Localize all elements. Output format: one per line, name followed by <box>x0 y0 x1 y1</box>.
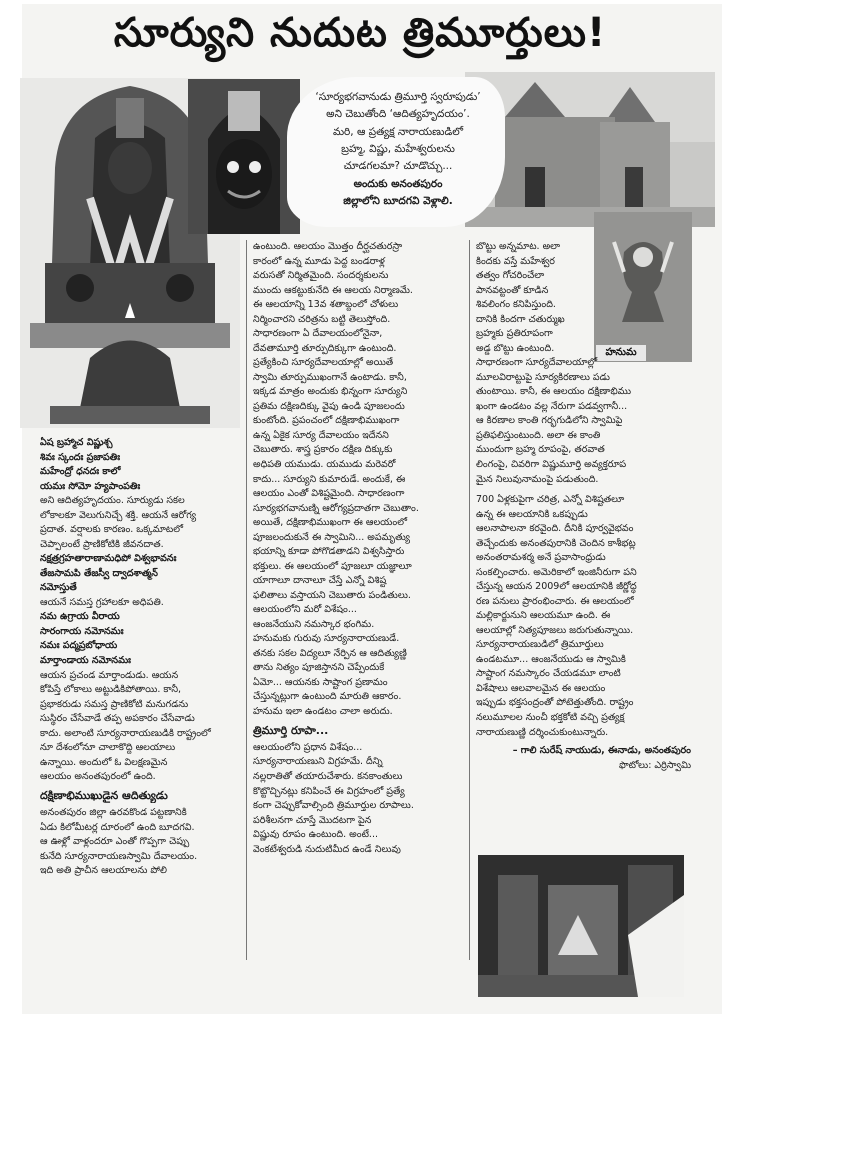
body-line: ఇక్కడ మాత్రం అందుకు భిన్నంగా సూర్యుని <box>253 386 408 398</box>
body-line: ఆంజనేయుని నమస్కార భంగిమ. <box>253 618 375 630</box>
body-line: అని ఆదిత్యహృదయం. సూర్యుడు సకల <box>40 495 185 507</box>
verse-line: ఏష బ్రహ్మాచ విష్ణుశ్చ <box>40 437 113 448</box>
caption-line: మరి, ఆ ప్రత్యక్ష నారాయణుడిలో <box>332 125 464 138</box>
body-line: వెంకటేశ్వరుడి నుదుటిమీద ఉండే నిలువు <box>253 843 401 855</box>
body-line: హనుమకు గురువు సూర్యనారాయణుడే. <box>253 633 400 645</box>
body-line: ఉండటమూ... ఆంజనేయుడు ఆ స్వామికి <box>476 653 626 665</box>
byline: – గాలి సురేష్ నాయుడు, ఈనాడు, అనంతపురం <box>512 745 691 757</box>
column-2 <box>253 240 463 857</box>
body-line: సంకల్పించారు. అమెరికాలో ఇంజినీరుగా పని <box>476 566 637 578</box>
body-line: తుంటాయి. కానీ, ఈ ఆలయం దక్షిణాభిము <box>476 386 632 398</box>
body-line: కొట్టొచ్చినట్లు కనిపించే ఈ విగ్రహంలో ప్రత్యే <box>253 785 405 797</box>
body-line: నారాయణుణ్ణి దర్శించుకుంటున్నారు. <box>476 726 609 738</box>
body-line: ఉన్న ఏకైక సూర్య దేవాలయం ఇదేనని <box>253 429 389 441</box>
body-line: చెప్పాలంటే ప్రాణికోటికి జీవనదాత. <box>40 538 164 550</box>
body-line: మల్లికార్జునుని ఆలయమూ ఉంది. ఈ <box>476 610 611 622</box>
body-line: ఉన్నాయి. అందులో ఓ విలక్షణమైన <box>40 756 168 768</box>
body-line: నల్లరాతితో తయారుచేశారు. కనకాంతులు <box>253 770 403 782</box>
body-line: అనంతపురం జిల్లా ఉరవకొండ పట్టణానికి <box>40 807 187 819</box>
body-line: బొట్టు అన్నమాట. అలా <box>476 241 561 252</box>
body-line: మైన నిలువునామంపై పడుతుంది. <box>476 473 599 485</box>
body-line: దానికి కిందగా చతుర్ముఖ <box>476 313 565 325</box>
body-line: అడ్డ బొట్టు ఉంటుంది. <box>476 342 555 354</box>
body-line: చెబుతారు. శాస్త్ర ప్రకారం దక్షిణ దిక్కుకు <box>253 444 393 456</box>
body-line: ప్రదాత. వర్షాలకు కారణం. ఒక్కమాటలో <box>40 524 183 536</box>
body-line: కోపిస్తే లోకాలు అట్టుడికిపోతాయి. కానీ, <box>40 684 182 696</box>
body-line: నిర్మించారని చరిత్రను బట్టి తెలుస్తోంది. <box>253 313 391 325</box>
body-line: 700 ఏళ్లకుపైగా చరిత్ర, ఎన్నో విశిష్టతలూ <box>476 494 625 506</box>
body-line: శివలింగం కనిపిస్తుంది. <box>476 299 556 311</box>
caption-line: అని చెబుతోంది ‘ఆదిత్యహృదయం’. <box>326 108 470 121</box>
body-line: చేస్తున్న ఆయన 2009లో ఆలయానికి జీర్ణోద్ధ <box>476 581 637 593</box>
body-line: ప్రభాకరుడు సమస్త ప్రాణికోటి మనుగడను <box>40 698 189 710</box>
body-line: ఆలయం ఎంతో విశిష్టమైంది. సాధారణంగా <box>253 488 405 500</box>
body-line: ప్రతిఫలిస్తుంటుంది. అలా ఈ కాంతి <box>476 429 601 441</box>
body-line: నలుమూలల నుంచీ భక్తకోటి వచ్చి ప్రత్యక్ష <box>476 712 625 723</box>
caption-line: ‘సూర్యభగవానుడు త్రిమూర్తి స్వరూపుడు’ <box>315 91 481 103</box>
column-divider <box>246 240 247 960</box>
body-line: ఏమో... ఆయనకు సాష్టాంగ ప్రణామం <box>253 676 388 688</box>
body-line: తాను నిత్యం పూజిస్తానని చెప్పేందుకే <box>253 662 385 674</box>
body-line: ఇప్పుడు భక్తసంద్రంతో పోటెత్తుతోంది. రాష్ట్రం <box>476 697 634 709</box>
body-line: ఆయనే సమస్త గ్రహాలకూ అధిపతి. <box>40 596 164 608</box>
idol-closeup-photo <box>188 79 300 234</box>
verse-line: తేజసామపి తేజస్వీ ద్వాదశాత్మన్ <box>40 567 158 579</box>
body-line: కాదు... సూర్యుని కుమారుడే. అందుకే, ఈ <box>253 473 406 485</box>
section-heading: దక్షిణాభిముఖుడైన ఆదిత్యుడు <box>40 788 168 802</box>
caption-line: జిల్లాలోని బూదగవి వెళ్లాలి. <box>343 194 453 207</box>
body-line: పరిశీలనగా చూస్తే మొదటగా పైన <box>253 814 372 826</box>
body-line: సూర్యనారాయణుని విగ్రహమే. దీన్ని <box>253 756 383 768</box>
body-line: ముందు ఆకట్టుకునేది ఈ ఆలయ నిర్మాణమే. <box>253 284 413 296</box>
body-line: ఉన్న ఈ ఆలయానికి ఒకప్పుడు <box>476 508 588 520</box>
body-line: కంగా చెప్పుకోవాల్సింది త్రిమూర్తుల రూపాలు. <box>253 800 414 812</box>
verse-line: యమః సోమో హ్యపాంపతిః <box>40 480 141 492</box>
verse-line: శివః స్కందః ప్రజాపతిః <box>40 451 121 463</box>
hanuma-photo-caption: హనుమ <box>596 345 646 361</box>
body-line: ఆయన ప్రచండ మార్తాండుడు. ఆయన <box>40 669 179 681</box>
verse-line: సారంగాయ నమోనమః <box>40 625 124 637</box>
body-line: అధిపతి యముడు. యముడు మరెవరో <box>253 458 396 470</box>
column-divider <box>469 240 470 960</box>
body-line: సుస్థిరం చేసేవాడే తప్ప అపకారం చేసేవాడు <box>40 713 195 725</box>
body-line: కునేది సూర్యనారాయణస్వామి దేవాలయం. <box>40 850 198 862</box>
body-line: కిందకు వస్తే మహేశ్వర <box>476 255 555 267</box>
body-line: సాధారణంగా సూర్యదేవాలయాల్లో <box>476 357 598 369</box>
body-line: దేవతామూర్తి తూర్పుదిక్కుగా ఉంటుంది. <box>253 342 397 354</box>
body-line: భయాన్ని కూడా పోగొడతాడని విశ్వసిస్తారు <box>253 546 405 558</box>
body-line: ఫలితాలు వస్తాయని చెబుతారు పండితులు. <box>253 589 411 601</box>
body-line: పానవట్టంతో కూడిన <box>476 284 549 296</box>
body-line: యాగాలూ దానాలూ చేస్తే ఎన్నో విశిష్ట <box>253 575 387 587</box>
column-3 <box>476 240 691 773</box>
body-line: కాదు. అలాంటి సూర్యనారాయణుడికి రాష్ట్రంలో <box>40 727 211 739</box>
verse-line: నమః పద్మప్రబోధాయ <box>40 640 118 652</box>
body-line: భక్తులు. ఈ ఆలయంలో పూజలూ యజ్ఞాలూ <box>253 560 412 572</box>
body-line: విష్ణువు రూపం ఉంటుంది. అంటే... <box>253 829 378 841</box>
body-line: పూజలందుకునే ఈ స్వామిని... అపమృత్యు <box>253 531 411 543</box>
body-line: మూలవిరాట్టుపై సూర్యకిరణాలు పడు <box>476 371 610 383</box>
caption-line: బ్రహ్మ, విష్ణు, మహేశ్వరులను <box>341 142 455 155</box>
body-line: సాధారణంగా ఏ దేవాలయంలోనైనా, <box>253 328 383 340</box>
body-line: ఆలయంలోని ప్రధాన విశేషం... <box>253 741 363 753</box>
body-line: తెచ్చేందుకు అనంతపురానికి చెందిన కాశీభట్ల <box>476 537 636 549</box>
body-line: వరుసతో నిర్మితమైంది. సందర్శకులను <box>253 270 389 282</box>
body-line: అనంతరామశర్మ అనే ప్రవాసాంధ్రుడు <box>476 552 606 564</box>
body-line: ఏడు కిలోమీటర్ల దూరంలో ఉంది బూదగవి. <box>40 821 195 833</box>
body-line: కారంలో ఉన్న మూడు పెద్ద బండరాళ్ల <box>253 255 385 267</box>
body-line: లింగంపై, చివరిగా విష్ణుమూర్తి అవ్యక్తరూప <box>476 458 627 470</box>
body-line: రణ పనులు ప్రారంభించారు. ఈ ఆలయంలో <box>476 595 634 607</box>
body-line: ఈ ఆలయాన్ని 13వ శతాబ్దంలో చోళులు <box>253 299 399 311</box>
body-line: చేస్తున్నట్లుగా ఉంటుంది మారుతి ఆకారం. <box>253 691 402 703</box>
body-line: బ్రహ్మకు ప్రతిరూపంగా <box>476 328 553 340</box>
body-line: కుంటోంది. ప్రపంచంలో దక్షిణాభిముఖంగా <box>253 415 400 427</box>
section-heading: త్రిమూర్తి రూపా... <box>253 723 329 737</box>
body-line: హనుమ ఇలా ఉండటం చాలా అరుదు. <box>253 706 393 717</box>
caption-line: అందుకు అనంతపురం <box>353 177 443 190</box>
body-line: ఆలనాపాలనా కరవైంది. దీనికి పూర్వవైభవం <box>476 523 634 535</box>
verse-line: నమోస్తుతే <box>40 582 77 594</box>
body-line: సాష్టాంగ నమస్కారం చేయడమూ లాంటి <box>476 668 621 680</box>
body-line: ఆ కిరణాల కాంతి గర్భగుడిలోని స్వామిపై <box>476 415 623 427</box>
body-line: ప్రత్యేకించి సూర్యదేవాలయాల్లో అయితే <box>253 357 394 369</box>
body-line: తనకు సకల విద్యలూ నేర్పిన ఆ ఆదిత్యుణ్ణి <box>253 647 407 659</box>
temple-interior-photo <box>478 855 684 997</box>
headline: సూర్యుని నుదుట త్రిమూర్తులు! <box>113 10 607 56</box>
body-line: స్వామి తూర్పుముఖంగానే ఉంటాడు. కానీ, <box>253 371 407 383</box>
body-line: తత్వం గోచరించేలా <box>476 270 545 282</box>
body-line: ముందుగా బ్రహ్మ రూపంపై, తరవాత <box>476 444 605 456</box>
body-line: ఇది అతి ప్రాచీన ఆలయాలను పోలి <box>40 865 168 877</box>
body-line: సూర్యభగవానుణ్ని ఆరోగ్యప్రదాతగా చెబుతాం. <box>253 502 419 514</box>
body-line: నూ దేశంలోనూ చాలాకొద్ది ఆలయాలు <box>40 742 176 754</box>
body-line: ఆలయంలోని మరో విశేషం... <box>253 604 357 616</box>
caption-line: చూడగలమా? చూడొచ్చు... <box>343 160 453 173</box>
verse-line: మార్తాండాయ నమోనమః <box>40 654 131 666</box>
body-line: అయితే, దక్షిణాభిముఖంగా ఈ ఆలయంలో <box>253 517 407 529</box>
body-line: ఖంగా ఉండటం వల్ల నేరుగా పడవ్వగానీ... <box>476 400 628 412</box>
body-line: సూర్యనారాయణుడిలో త్రిమూర్తులు <box>476 639 604 651</box>
body-line: ఉంటుంది. ఆలయం మొత్తం దీర్ఘచతురస్రా <box>253 241 403 252</box>
column-1 <box>40 436 240 879</box>
body-line: ప్రతిమ దక్షిణదిక్కు వైపు ఉండి పూజలందు <box>253 400 405 412</box>
body-line: విశేషాలు ఆలవాలమైన ఈ ఆలయం <box>476 682 606 694</box>
body-line: ఆలయాల్లో నిత్యపూజలు జరుగుతున్నాయి. <box>476 624 634 636</box>
body-line: లోకాలకూ వెలుగునిచ్చే శక్తి. ఆయనే ఆరోగ్య <box>40 509 197 521</box>
intro-caption <box>287 77 505 227</box>
verse-line: నక్షత్రగ్రహతారాణామధిపో విశ్వభావనః <box>40 553 177 565</box>
verse-line: నమ ఉగ్రాయ వీరాయ <box>40 611 120 623</box>
body-line: ఆలయం అనంతపురంలో ఉంది. <box>40 771 156 783</box>
photo-credit: ఫొటోలు: ఎర్రిస్వామి <box>618 759 691 771</box>
body-line: ఆ ఊళ్లో వాళ్లందరూ ఎంతో గొప్పగా చెప్పు <box>40 836 190 848</box>
verse-line: మహేంద్రో ధనదః కాలో <box>40 466 121 478</box>
